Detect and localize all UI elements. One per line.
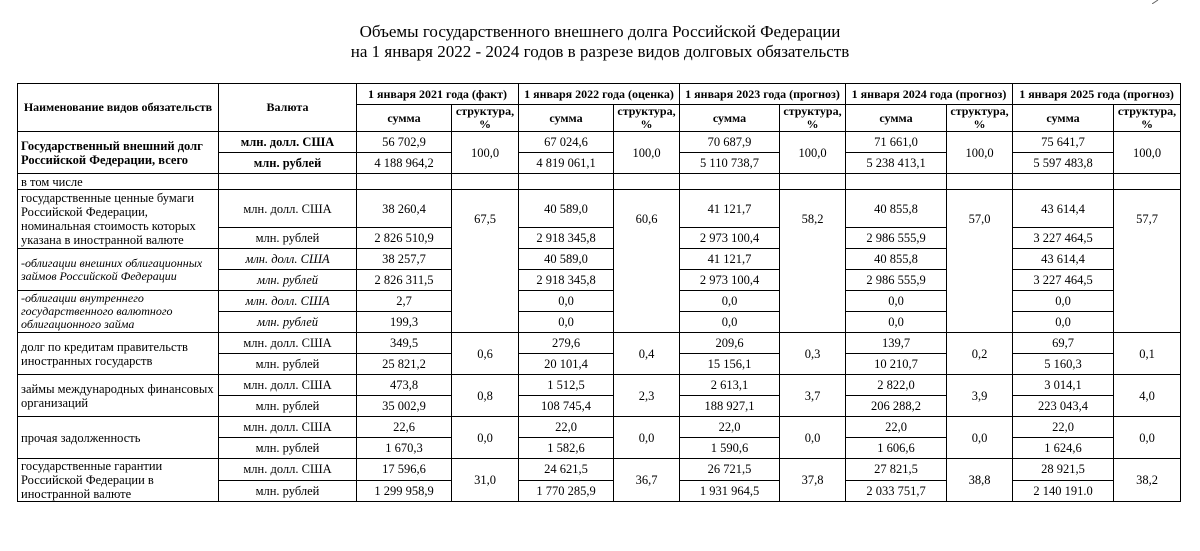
share-continued (947, 249, 1013, 291)
sum-usd: 22,0 (680, 417, 780, 438)
sum-rub: 2 986 555,9 (846, 270, 947, 291)
sum-usd: 0,0 (1013, 291, 1114, 312)
table-row-guarantees-usd (18, 459, 1181, 481)
currency-rub: млн. рублей (219, 228, 357, 249)
share-value: 38,2 (1114, 459, 1181, 502)
header-structure: структура, % (1114, 105, 1181, 132)
share-continued (452, 291, 519, 333)
empty-cell (219, 174, 357, 190)
sum-rub: 4 819 061,1 (519, 153, 614, 174)
sum-usd: 67 024,6 (519, 132, 614, 153)
currency-usd: млн. долл. США (219, 459, 357, 481)
sum-usd: 2 613,1 (680, 375, 780, 396)
sum-rub: 2 140 191.0 (1013, 480, 1114, 502)
sum-rub: 1 606,6 (846, 438, 947, 459)
debt-table (17, 83, 1181, 502)
sum-usd: 0,0 (519, 291, 614, 312)
sum-rub: 1 582,6 (519, 438, 614, 459)
header-period-2023: 1 января 2023 года (прогноз) (680, 84, 846, 105)
sum-usd: 1 512,5 (519, 375, 614, 396)
row-name: прочая задолженность (18, 417, 219, 459)
currency-usd: млн. долл. США (219, 291, 357, 312)
table-row-including (18, 174, 1181, 190)
sum-usd: 71 661,0 (846, 132, 947, 153)
share-value: 0,0 (1114, 417, 1181, 459)
header-period-2022: 1 января 2022 года (оценка) (519, 84, 680, 105)
sum-rub: 5 160,3 (1013, 354, 1114, 375)
share-value: 0,2 (947, 333, 1013, 375)
sum-rub: 0,0 (680, 312, 780, 333)
share-value: 38,8 (947, 459, 1013, 502)
sum-usd: 40 855,8 (846, 249, 947, 270)
share-value: 100,0 (1114, 132, 1181, 174)
share-value: 67,5 (452, 190, 519, 249)
sum-usd: 22,0 (1013, 417, 1114, 438)
header-row-periods (18, 84, 1181, 105)
sum-usd: 38 260,4 (357, 190, 452, 228)
share-continued (614, 291, 680, 333)
sum-rub: 1 590,6 (680, 438, 780, 459)
table-row-external_bonds-usd (18, 249, 1181, 270)
currency-usd: млн. долл. США (219, 190, 357, 228)
header-sum: сумма (1013, 105, 1114, 132)
share-value: 31,0 (452, 459, 519, 502)
sum-rub: 0,0 (846, 312, 947, 333)
table-row-intl_fin_orgs-usd (18, 375, 1181, 396)
sum-usd: 43 614,4 (1013, 249, 1114, 270)
currency-rub: млн. рублей (219, 153, 357, 174)
table-row-internal_fx_bonds-usd (18, 291, 1181, 312)
share-continued (780, 291, 846, 333)
sum-usd: 38 257,7 (357, 249, 452, 270)
sum-usd: 0,0 (846, 291, 947, 312)
sum-usd: 40 589,0 (519, 190, 614, 228)
sum-rub: 1 624,6 (1013, 438, 1114, 459)
empty-cell (1013, 174, 1114, 190)
sum-usd: 0,0 (680, 291, 780, 312)
empty-cell (780, 174, 846, 190)
share-value: 36,7 (614, 459, 680, 502)
share-value: 37,8 (780, 459, 846, 502)
row-name: в том числе (18, 174, 219, 190)
page-title-line-2: на 1 января 2022 - 2024 годов в разрезе видов долговых обязательств (350, 42, 850, 61)
share-value: 57,0 (947, 190, 1013, 249)
sum-usd: 75 641,7 (1013, 132, 1114, 153)
sum-rub: 10 210,7 (846, 354, 947, 375)
sum-usd: 209,6 (680, 333, 780, 354)
share-continued (1114, 291, 1181, 333)
sum-usd: 22,0 (846, 417, 947, 438)
header-period-2025: 1 января 2025 года (прогноз) (1013, 84, 1181, 105)
share-value: 100,0 (947, 132, 1013, 174)
row-name: Государственный внешний долг Российской Федерации, всего (18, 132, 219, 174)
sum-usd: 70 687,9 (680, 132, 780, 153)
header-sum: сумма (519, 105, 614, 132)
sum-rub: 20 101,4 (519, 354, 614, 375)
sum-rub: 1 931 964,5 (680, 480, 780, 502)
currency-rub: млн. рублей (219, 438, 357, 459)
sum-rub: 2 826 510,9 (357, 228, 452, 249)
header-structure: структура, % (780, 105, 846, 132)
sum-usd: 349,5 (357, 333, 452, 354)
sum-rub: 2 826 311,5 (357, 270, 452, 291)
table-row-total-usd (18, 132, 1181, 153)
sum-rub: 2 973 100,4 (680, 228, 780, 249)
sum-rub: 199,3 (357, 312, 452, 333)
empty-cell (452, 174, 519, 190)
sum-usd: 24 621,5 (519, 459, 614, 481)
share-value: 4,0 (1114, 375, 1181, 417)
currency-rub: млн. рублей (219, 354, 357, 375)
sum-rub: 2 986 555,9 (846, 228, 947, 249)
empty-cell (614, 174, 680, 190)
share-continued (947, 291, 1013, 333)
currency-rub: млн. рублей (219, 312, 357, 333)
share-value: 0,0 (947, 417, 1013, 459)
share-continued (780, 249, 846, 291)
sum-rub: 0,0 (1013, 312, 1114, 333)
sum-usd: 139,7 (846, 333, 947, 354)
sum-rub: 223 043,4 (1013, 396, 1114, 417)
sum-rub: 5 597 483,8 (1013, 153, 1114, 174)
currency-usd: млн. долл. США (219, 132, 357, 153)
share-value: 0,4 (614, 333, 680, 375)
share-value: 100,0 (452, 132, 519, 174)
empty-cell (1114, 174, 1181, 190)
sum-usd: 69,7 (1013, 333, 1114, 354)
corner-mark-icon (1152, 0, 1164, 4)
row-name: долг по кредитам правительств иностранных государств (18, 333, 219, 375)
sum-rub: 3 227 464,5 (1013, 270, 1114, 291)
header-name: Наименование видов обязательств (18, 84, 219, 132)
sum-rub: 1 770 285,9 (519, 480, 614, 502)
sum-rub: 2 033 751,7 (846, 480, 947, 502)
sum-usd: 40 855,8 (846, 190, 947, 228)
sum-usd: 22,0 (519, 417, 614, 438)
row-name: государственные гарантии Российской Федерации в иностранной валюте (18, 459, 219, 502)
sum-usd: 43 614,4 (1013, 190, 1114, 228)
header-sum: сумма (680, 105, 780, 132)
sum-rub: 1 670,3 (357, 438, 452, 459)
share-value: 0,8 (452, 375, 519, 417)
sum-usd: 27 821,5 (846, 459, 947, 481)
sum-usd: 41 121,7 (680, 190, 780, 228)
empty-cell (680, 174, 780, 190)
sum-usd: 26 721,5 (680, 459, 780, 481)
header-period-2024: 1 января 2024 года (прогноз) (846, 84, 1013, 105)
sum-rub: 15 156,1 (680, 354, 780, 375)
share-value: 2,3 (614, 375, 680, 417)
row-name: -облигации внешних облигационных займов Российской Федерации (18, 249, 219, 291)
share-continued (614, 249, 680, 291)
sum-rub: 2 973 100,4 (680, 270, 780, 291)
table-row-foreign_gov_loans-usd (18, 333, 1181, 354)
share-value: 0,0 (452, 417, 519, 459)
currency-usd: млн. долл. США (219, 249, 357, 270)
share-value: 0,0 (614, 417, 680, 459)
sum-rub: 2 918 345,8 (519, 270, 614, 291)
sum-usd: 3 014,1 (1013, 375, 1114, 396)
row-name: займы международных финансовых организаций (18, 375, 219, 417)
table-row-securities-usd (18, 190, 1181, 228)
share-value: 3,7 (780, 375, 846, 417)
currency-rub: млн. рублей (219, 270, 357, 291)
header-currency: Валюта (219, 84, 357, 132)
table-row-other-usd (18, 417, 1181, 438)
header-sum: сумма (846, 105, 947, 132)
sum-usd: 17 596,6 (357, 459, 452, 481)
sum-usd: 40 589,0 (519, 249, 614, 270)
sum-rub: 188 927,1 (680, 396, 780, 417)
sum-usd: 473,8 (357, 375, 452, 396)
share-continued (1114, 249, 1181, 291)
sum-usd: 279,6 (519, 333, 614, 354)
share-value: 100,0 (614, 132, 680, 174)
header-structure: структура, % (452, 105, 519, 132)
sum-rub: 0,0 (519, 312, 614, 333)
sum-rub: 25 821,2 (357, 354, 452, 375)
header-structure: структура, % (947, 105, 1013, 132)
sum-usd: 2,7 (357, 291, 452, 312)
sum-usd: 41 121,7 (680, 249, 780, 270)
sum-usd: 2 822,0 (846, 375, 947, 396)
header-sum: сумма (357, 105, 452, 132)
sum-usd: 56 702,9 (357, 132, 452, 153)
sum-rub: 3 227 464,5 (1013, 228, 1114, 249)
share-value: 0,6 (452, 333, 519, 375)
share-value: 57,7 (1114, 190, 1181, 249)
currency-usd: млн. долл. США (219, 417, 357, 438)
sum-rub: 108 745,4 (519, 396, 614, 417)
empty-cell (357, 174, 452, 190)
currency-usd: млн. долл. США (219, 333, 357, 354)
currency-usd: млн. долл. США (219, 375, 357, 396)
sum-rub: 5 110 738,7 (680, 153, 780, 174)
sum-usd: 22,6 (357, 417, 452, 438)
share-value: 0,0 (780, 417, 846, 459)
empty-cell (947, 174, 1013, 190)
share-value: 3,9 (947, 375, 1013, 417)
row-name: -облигации внутреннего государственного валютного облигационного займа (18, 291, 219, 333)
share-continued (452, 249, 519, 291)
sum-rub: 35 002,9 (357, 396, 452, 417)
currency-rub: млн. рублей (219, 480, 357, 502)
header-structure: структура, % (614, 105, 680, 132)
sum-rub: 2 918 345,8 (519, 228, 614, 249)
share-value: 0,1 (1114, 333, 1181, 375)
share-value: 60,6 (614, 190, 680, 249)
sum-rub: 5 238 413,1 (846, 153, 947, 174)
empty-cell (846, 174, 947, 190)
sum-rub: 206 288,2 (846, 396, 947, 417)
currency-rub: млн. рублей (219, 396, 357, 417)
share-value: 100,0 (780, 132, 846, 174)
empty-cell (519, 174, 614, 190)
row-name: государственные ценные бумаги Российской Федерации, номинальная стоимость которых указана в иностранной валюте (18, 190, 219, 249)
share-value: 0,3 (780, 333, 846, 375)
share-value: 58,2 (780, 190, 846, 249)
sum-rub: 4 188 964,2 (357, 153, 452, 174)
page-title-line-1: Объемы государственного внешнего долга Российской Федерации (359, 22, 841, 41)
sum-usd: 28 921,5 (1013, 459, 1114, 481)
sum-rub: 1 299 958,9 (357, 480, 452, 502)
header-period-2021: 1 января 2021 года (факт) (357, 84, 519, 105)
